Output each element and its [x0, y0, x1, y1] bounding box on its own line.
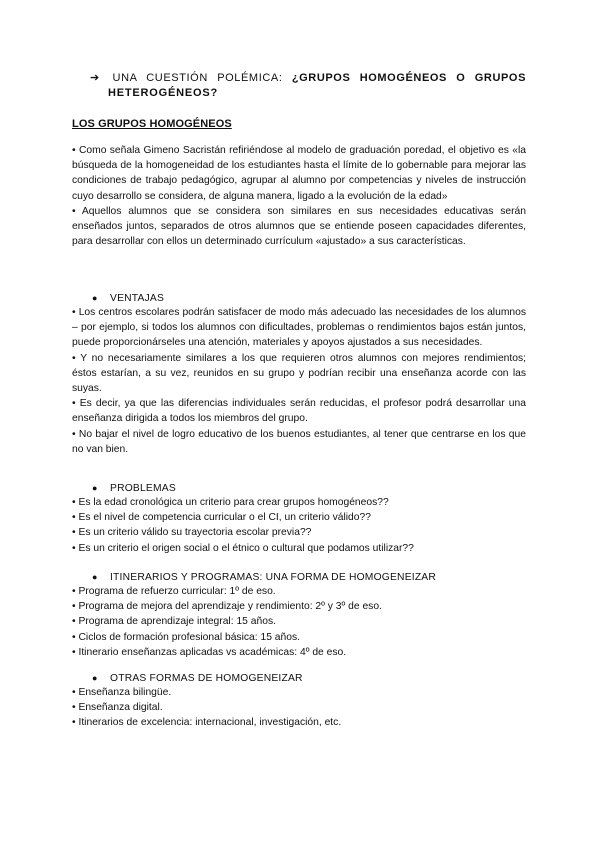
list-item: • Es decir, ya que las diferencias individuales serán reducidas, el profesor podrá desarrollar una enseñanza dirigida a todos los miembros del grupo.	[72, 398, 526, 425]
ventajas-title: VENTAJAS	[110, 293, 165, 304]
list-item: • Programa de refuerzo curricular: 1º de eso.	[72, 586, 276, 597]
list-item: • Enseñanza digital.	[72, 702, 163, 714]
heading-prefix: UNA CUESTIÓN POLÉMICA:	[112, 72, 283, 84]
list-item: • No bajar el nivel de logro educativo de los buenos estudiantes, al tener que centrarse en los que no van bien.	[72, 428, 526, 455]
intro-paragraphs	[72, 143, 526, 249]
list-item: • Itinerarios de excelencia: internacional, investigación, etc.	[72, 717, 342, 729]
problemas-title: PROBLEMAS	[110, 483, 176, 494]
ventajas-heading	[92, 291, 164, 306]
list-item: • Ciclos de formación profesional básica: 15 años.	[72, 631, 300, 643]
bullet-icon: ●	[92, 572, 98, 582]
itinerarios-list	[72, 584, 532, 660]
bullet-icon: ●	[92, 483, 98, 493]
bullet-icon: ●	[92, 673, 98, 683]
otras-title: OTRAS FORMAS DE HOMOGENEIZAR	[110, 673, 303, 684]
itinerarios-title: ITINERARIOS Y PROGRAMAS: UNA FORMA DE HOMOGENEIZAR	[110, 572, 437, 583]
heading-line	[90, 71, 526, 86]
list-item: • Itinerario enseñanzas aplicadas vs académicas: 4º de eso.	[72, 646, 347, 658]
list-item: • Programa de mejora del aprendizaje y rendimiento: 2º y 3º de eso.	[72, 601, 382, 613]
arrow-icon: ➔	[90, 72, 100, 84]
otras-heading	[92, 671, 303, 686]
intro-paragraph: • Aquellos alumnos que se considera son similares en sus necesidades educativas serán enseñados juntos, separados de otros alumnos que se entiende poseen capacidades diferentes, para desarrollar con ellos un determinado currículum «ajustado» a sus características.	[72, 205, 526, 248]
heading-question: ¿GRUPOS HOMOGÉNEOS O GRUPOS	[291, 72, 527, 84]
list-item: • Programa de aprendizaje integral: 15 años.	[72, 616, 276, 628]
ventajas-list	[72, 305, 526, 457]
section-title: LOS GRUPOS HOMOGÉNEOS	[72, 118, 232, 130]
heading-question-continued: HETEROGÉNEOS?	[108, 87, 219, 99]
intro-paragraph: • Como señala Gimeno Sacristán refiriéndose al modelo de graduación poredad, el objetivo es «la búsqueda de la homogeneidad de los estudiantes hasta el límite de lo gobernable para mejorar las condiciones de trabajo pedagógico, agrupar al alumno por competencias y niveles de instrucción cuyo desarrollo se considera, de alguna manera, ligado a la evolución de la edad»	[72, 145, 526, 202]
itinerarios-heading	[92, 570, 436, 585]
otras-list	[72, 685, 532, 731]
list-item: • Es un criterio el origen social o el étnico o cultural que podamos utilizar??	[72, 542, 414, 554]
problemas-heading	[92, 481, 176, 496]
problemas-list	[72, 495, 532, 556]
list-item: • Es un criterio válido su trayectoria escolar previa??	[72, 527, 312, 539]
list-item: • Es el nivel de competencia curricular o el CI, un criterio válido??	[72, 512, 371, 524]
list-item: • Y no necesariamente similares a los que requieren otros alumnos con mejores rendimientos; éstos estarían, a su vez, reunidos en su grupo y podrían recibir una enseñanza acorde con las suyas.	[72, 352, 526, 395]
list-item: • Enseñanza bilingüe.	[72, 687, 172, 698]
list-item: • Los centros escolares podrán satisfacer de modo más adecuado las necesidades de los alumnos – por ejemplo, si todos los alumnos con dificultades, problemas o rendimientos bajos están juntos, puede proporcionárseles una atención, materiales y apoyos ajustados a sus necesidades.	[72, 307, 526, 349]
list-item: • Es la edad cronológica un criterio para crear grupos homogéneos??	[72, 497, 389, 508]
bullet-icon: ●	[92, 293, 98, 303]
